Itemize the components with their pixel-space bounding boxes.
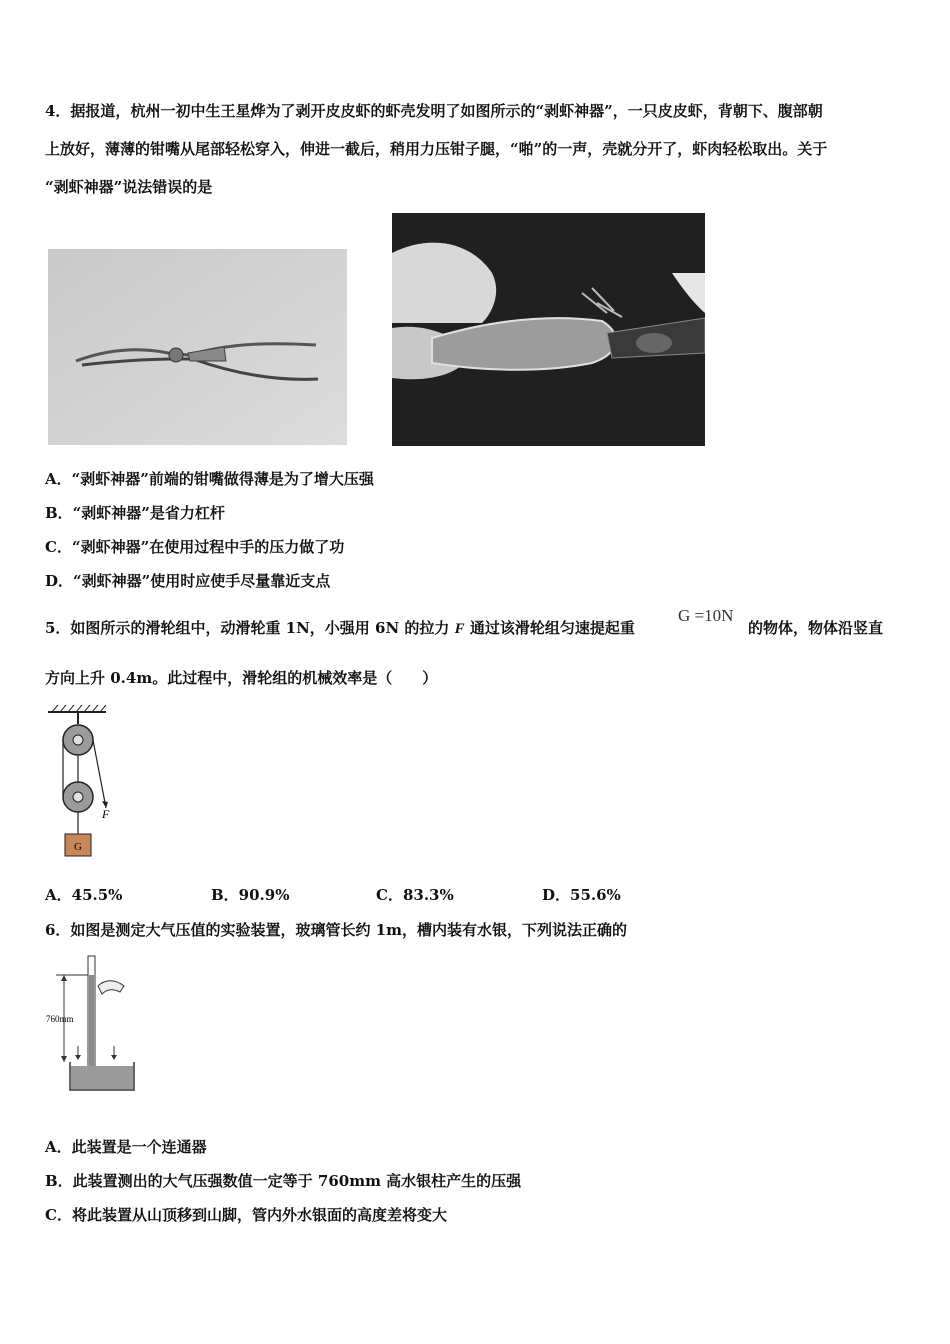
q5-stem-part-a: 5．如图所示的滑轮组中，动滑轮重 1N，小强用 6N 的拉力 <box>45 619 455 637</box>
pliers-photo <box>48 249 347 445</box>
q5-stem-line-2: 方向上升 0.4m。此过程中，滑轮组的机械效率是（ ） <box>45 669 438 687</box>
q5-force-symbol: F <box>454 621 465 637</box>
pulley-force-label: F <box>102 807 110 821</box>
q5-option-a[interactable]: A．45.5% <box>45 886 123 904</box>
q5-stem-part-b: 通过该滑轮组匀速提起重 <box>464 619 635 637</box>
q4-option-a[interactable]: A．“剥虾神器”前端的钳嘴做得薄是为了增大压强 <box>45 470 374 488</box>
q6-stem-line-1: 6．如图是测定大气压值的实验装置，玻璃管长约 1m，槽内装有水银，下列说法正确的 <box>45 921 627 939</box>
barometer-diagram <box>44 950 144 1095</box>
q6-option-b[interactable]: B．此装置测出的大气压强数值一定等于 760mm 高水银柱产生的压强 <box>45 1172 522 1190</box>
q5-option-b[interactable]: B．90.9% <box>211 886 290 904</box>
q5-weight-equation: G =10N <box>678 606 734 625</box>
q4-option-d[interactable]: D．“剥虾神器”使用时应使手尽量靠近支点 <box>45 572 331 590</box>
q4-option-b[interactable]: B．“剥虾神器”是省力杠杆 <box>45 504 225 522</box>
pulley-diagram <box>44 700 124 862</box>
q5-stem-line-1 <box>45 618 635 639</box>
q5-stem-part-c: 的物体，物体沿竖直 <box>748 619 884 637</box>
q4-stem-line-2: 上放好，薄薄的钳嘴从尾部轻松穿入，伸进一截后，稍用力压钳子腿，“啪”的一声，壳就分开了，虾肉轻松取出。关于 <box>45 140 828 158</box>
q4-option-c[interactable]: C．“剥虾神器”在使用过程中手的压力做了功 <box>45 538 345 556</box>
q5-option-d[interactable]: D．55.6% <box>542 886 621 904</box>
q4-stem-line-3: “剥虾神器”说法错误的是 <box>45 178 213 196</box>
shrimp-tool-photo <box>392 213 705 446</box>
weight-block-label: G <box>74 841 82 853</box>
column-height-label: 760mm <box>46 1014 74 1024</box>
q4-stem-line-1: 4．据报道，杭州一初中生王星烨为了剥开皮皮虾的虾壳发明了如图所示的“剥虾神器”，一只皮皮虾，背朝下、腹部朝 <box>45 102 823 120</box>
q6-option-c[interactable]: C．将此装置从山顶移到山脚，管内外水银面的高度差将变大 <box>45 1206 447 1224</box>
q5-option-c[interactable]: C．83.3% <box>376 886 454 904</box>
q6-option-a[interactable]: A．此装置是一个连通器 <box>45 1138 207 1156</box>
